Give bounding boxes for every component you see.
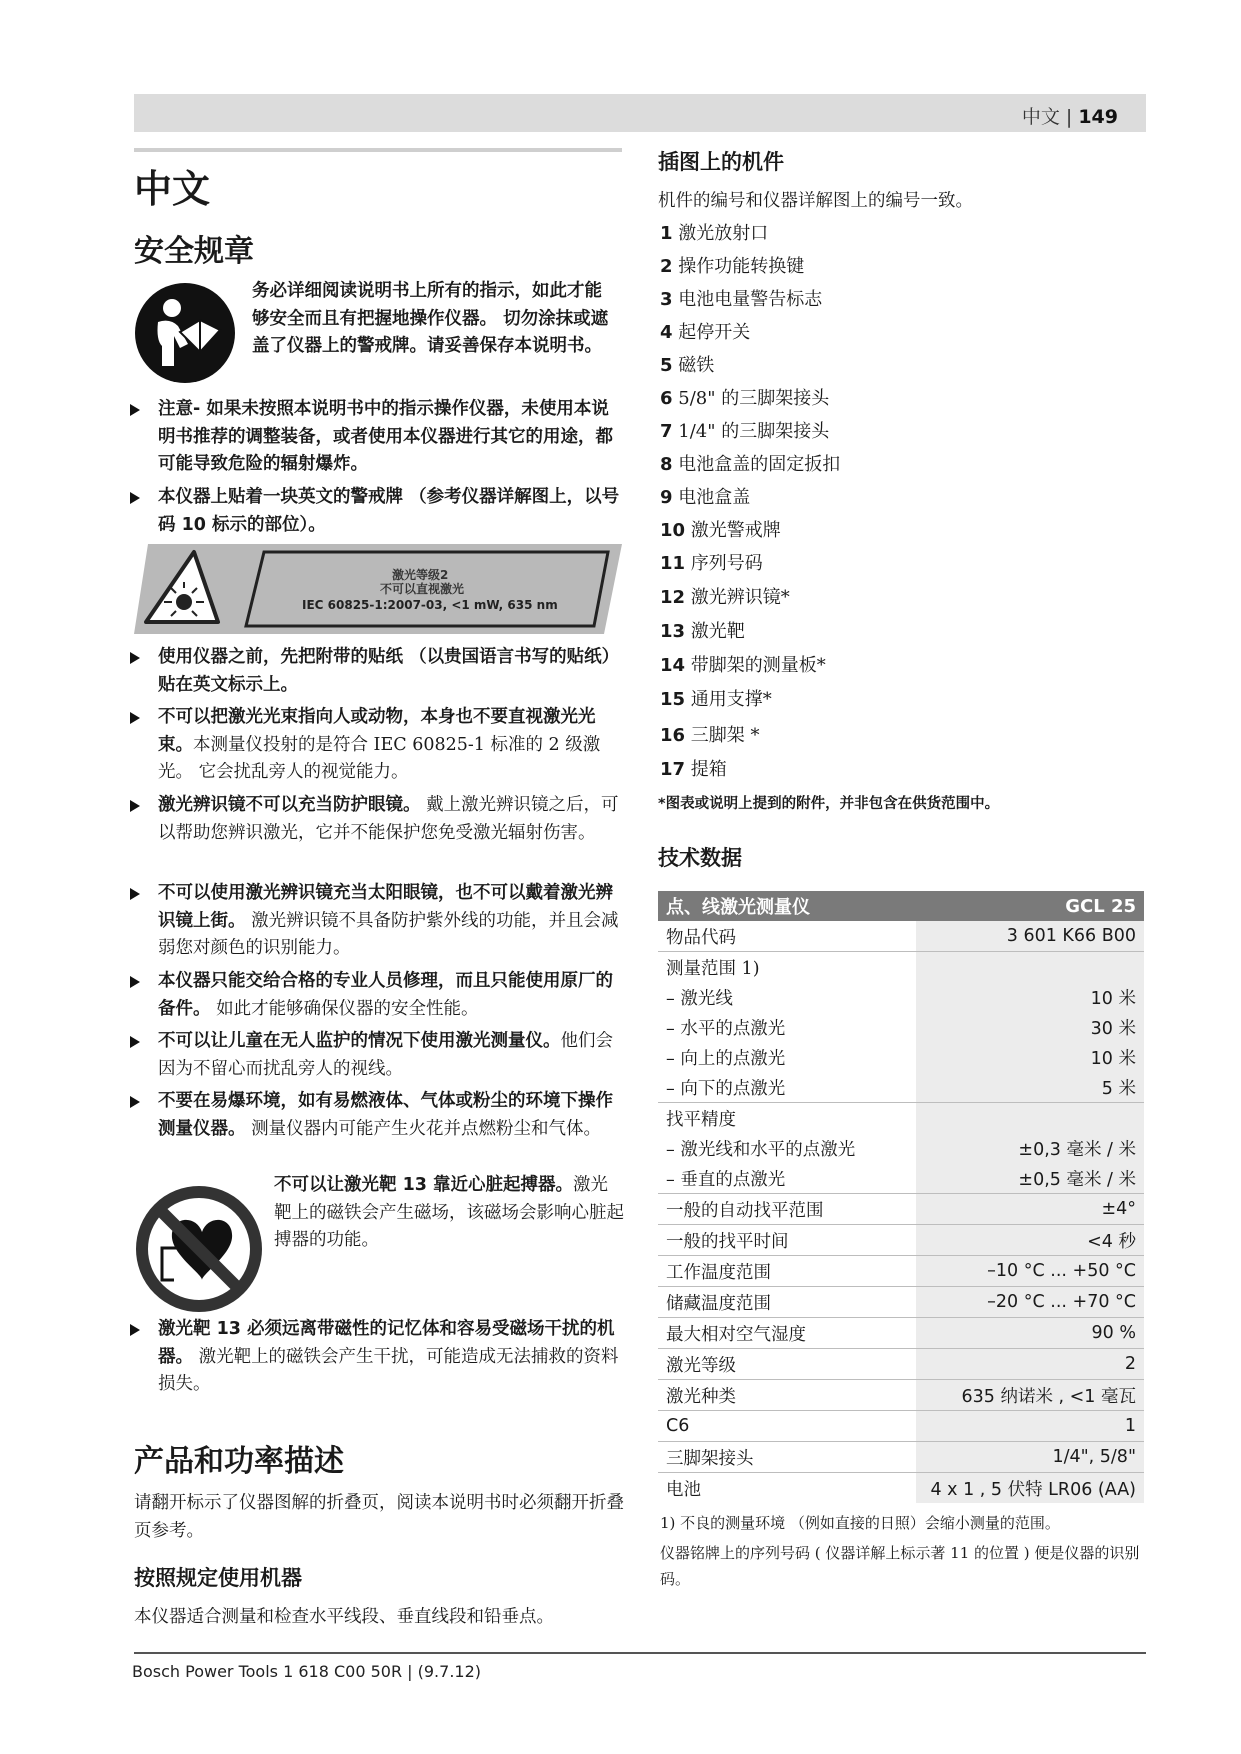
row-value: ±0,5 毫米 / 米 bbox=[916, 1163, 1144, 1193]
part-num: 17 bbox=[660, 759, 686, 780]
row-value: 4 x 1 , 5 伏特 LR06 (AA) bbox=[916, 1473, 1144, 1503]
row-label: 激光种类 bbox=[658, 1380, 916, 1410]
label-text-2: 不可以直视激光 bbox=[380, 582, 465, 596]
bullet-4 bbox=[158, 704, 620, 787]
table-row bbox=[658, 1442, 1144, 1473]
part-item bbox=[660, 584, 790, 612]
part-item bbox=[660, 686, 772, 714]
part-num: 13 bbox=[660, 621, 686, 642]
row-label: – 激光线和水平的点激光 bbox=[658, 1133, 916, 1163]
bullet-marker bbox=[130, 1036, 140, 1048]
footnote-2: 仪器铭牌上的序列号码 ( 仪器详解上标示著 11 的位置 ) 便是仪器的识别码。 bbox=[660, 1544, 1140, 1588]
bullet-2 bbox=[158, 484, 620, 539]
part-num: 5 bbox=[660, 355, 673, 376]
pacemaker-text: 激光靶上的磁铁会产生磁场，该磁场会影响心脏起搏器的功能。 bbox=[274, 1175, 624, 1250]
part-item bbox=[660, 550, 763, 578]
row-label: – 水平的点激光 bbox=[658, 1012, 916, 1042]
table-row bbox=[658, 952, 1144, 982]
row-value: ±0,3 毫米 / 米 bbox=[916, 1133, 1144, 1163]
label-text-1: 激光等级2 bbox=[392, 568, 449, 582]
read-manual-icon bbox=[134, 282, 236, 388]
bullet-marker bbox=[130, 976, 140, 988]
part-num: 6 bbox=[660, 388, 673, 409]
table-row bbox=[658, 1133, 1144, 1163]
part-text: 1/4" 的三脚架接头 bbox=[678, 421, 830, 442]
row-label: 一般的自动找平范围 bbox=[658, 1194, 916, 1224]
part-num: 11 bbox=[660, 553, 686, 574]
no-pacemaker-icon bbox=[134, 1184, 264, 1318]
part-item bbox=[660, 220, 768, 248]
bullet-9 bbox=[158, 1088, 630, 1143]
row-value: 30 米 bbox=[916, 1012, 1144, 1042]
row-label: – 垂直的点激光 bbox=[658, 1163, 916, 1193]
part-num: 4 bbox=[660, 322, 673, 343]
part-num: 3 bbox=[660, 289, 673, 310]
table-row bbox=[658, 1318, 1144, 1349]
bullet-7-text: 如此才能够确保仪器的安全性能。 bbox=[210, 998, 479, 1019]
part-item bbox=[660, 517, 781, 545]
page-number: 149 bbox=[1078, 106, 1118, 128]
row-label: – 激光线 bbox=[658, 982, 916, 1012]
row-label: 找平精度 bbox=[658, 1103, 916, 1133]
row-value: 1/4", 5/8" bbox=[916, 1442, 1144, 1472]
part-num: 7 bbox=[660, 421, 673, 442]
part-num: 15 bbox=[660, 689, 686, 710]
part-text: 5/8" 的三脚架接头 bbox=[678, 388, 830, 409]
bullet-6-text: 激光辨识镜不具备防护紫外线的功能，并且会减弱您对颜色的识别能力。 bbox=[158, 910, 619, 958]
part-text: 电池盒盖 bbox=[678, 487, 751, 508]
row-value bbox=[916, 1103, 1144, 1133]
part-text: 通用支撑* bbox=[690, 689, 772, 710]
bullet-marker bbox=[130, 652, 140, 664]
part-num: 12 bbox=[660, 587, 686, 608]
intro-warning: 务必详细阅读说明书上所有的指示，如此才能够安全而且有把握地操作仪器。 切勿涂抹或遮盖了仪器上的警戒牌。请妥善保存本说明书。 bbox=[252, 281, 609, 356]
part-item bbox=[660, 319, 750, 347]
bullet-8-text: 他们会因为不留心而扰乱旁人的视线。 bbox=[158, 1031, 613, 1079]
product-text: 请翻开标示了仪器图解的折叠页，阅读本说明书时必须翻开折叠页参考。 bbox=[134, 1493, 624, 1541]
bullet-10 bbox=[158, 1316, 630, 1399]
row-value: 5 米 bbox=[916, 1072, 1144, 1102]
part-text: 三脚架 * bbox=[690, 725, 760, 746]
part-text: 起停开关 bbox=[678, 322, 751, 343]
row-label: 工作温度范围 bbox=[658, 1256, 916, 1286]
bullet-marker bbox=[130, 404, 140, 416]
pacemaker-warning bbox=[274, 1172, 624, 1255]
table-row bbox=[658, 1349, 1144, 1380]
bullet-6-bold: 不可以使用激光辨识镜充当太阳眼镜，也不可以戴着激光辨识镜上街。 bbox=[158, 883, 613, 931]
row-label: 测量范围 1) bbox=[658, 952, 916, 982]
tech-header-model: GCL 25 bbox=[1065, 895, 1136, 917]
bullet-5-text: 戴上激光辨识镜之后，可以帮助您辨识激光，它并不能保护您免受激光辐射伤害。 bbox=[158, 795, 619, 843]
row-value: ±4° bbox=[916, 1194, 1144, 1224]
row-label: 激光等级 bbox=[658, 1349, 916, 1379]
table-row bbox=[658, 1042, 1144, 1072]
parts-title: 插图上的机件 bbox=[658, 150, 784, 174]
row-value: 10 米 bbox=[916, 982, 1144, 1012]
row-value: –10 °C ... +50 °C bbox=[916, 1256, 1144, 1286]
bullet-3 bbox=[158, 644, 620, 699]
row-value: 635 纳诺米 , <1 毫瓦 bbox=[916, 1380, 1144, 1410]
bullet-4-bold: 不可以把激光光束指向人或动物，本身也不要直视激光光束。 bbox=[158, 707, 596, 755]
part-num: 1 bbox=[660, 223, 673, 244]
part-text: 激光靶 bbox=[690, 621, 745, 642]
table-row bbox=[658, 1225, 1144, 1256]
row-value: 2 bbox=[916, 1349, 1144, 1379]
bullet-5 bbox=[158, 792, 634, 847]
row-label: 电池 bbox=[658, 1473, 916, 1503]
page-header bbox=[134, 94, 1146, 132]
row-value: 10 米 bbox=[916, 1042, 1144, 1072]
part-item bbox=[660, 618, 745, 646]
part-num: 14 bbox=[660, 655, 686, 676]
row-label: 最大相对空气湿度 bbox=[658, 1318, 916, 1348]
table-row bbox=[658, 1163, 1144, 1194]
bullet-marker bbox=[130, 1096, 140, 1108]
part-text: 操作功能转换键 bbox=[678, 256, 805, 277]
row-label: – 向上的点激光 bbox=[658, 1042, 916, 1072]
table-row bbox=[658, 1012, 1144, 1042]
bullet-marker bbox=[130, 712, 140, 724]
bullet-marker bbox=[130, 888, 140, 900]
table-row bbox=[658, 1256, 1144, 1287]
part-item bbox=[660, 652, 826, 680]
tech-table bbox=[658, 891, 1144, 1503]
part-text: 电池盒盖的固定扳扣 bbox=[678, 454, 841, 475]
bullet-10-bold: 激光靶 13 必须远离带磁性的记忆体和容易受磁场干扰的机器。 bbox=[158, 1319, 615, 1367]
parts-intro: 机件的编号和仪器详解图上的编号一致。 bbox=[658, 191, 973, 211]
part-num: 10 bbox=[660, 520, 686, 541]
row-value: –20 °C ... +70 °C bbox=[916, 1287, 1144, 1317]
intended-use-text: 本仪器适合测量和检查水平线段、垂直线段和铅垂点。 bbox=[134, 1607, 554, 1627]
part-num: 8 bbox=[660, 454, 673, 475]
bullet-8-bold: 不可以让儿童在无人监护的情况下使用激光测量仪。 bbox=[158, 1031, 561, 1051]
bullet-7-bold: 本仪器只能交给合格的专业人员修理，而且只能使用原厂的备件。 bbox=[158, 971, 613, 1019]
bullet-1-bold: 注意- 如果未按照本说明书中的指示操作仪器，未使用本说明书推荐的调整装备，或者使用本仪器进行其它的用途，都可能导致危险的辐射爆炸。 bbox=[158, 399, 613, 474]
part-text: 激光辨识镜* bbox=[690, 587, 790, 608]
intended-use-title: 按照规定使用机器 bbox=[134, 1566, 302, 1590]
part-item bbox=[660, 484, 750, 512]
bullet-4-text: 本测量仪投射的是符合 IEC 60825-1 标准的 2 级激光。 它会扰乱旁人的视觉能力。 bbox=[158, 734, 601, 782]
part-item bbox=[660, 352, 714, 380]
row-label: 物品代码 bbox=[658, 921, 916, 951]
part-num: 16 bbox=[660, 725, 686, 746]
running-head: 中文 | 149 bbox=[1021, 106, 1118, 128]
product-title: 产品和功率描述 bbox=[134, 1444, 344, 1479]
bullet-marker bbox=[130, 800, 140, 812]
label-text-3: IEC 60825-1:2007-03, <1 mW, 635 nm bbox=[302, 598, 558, 612]
part-item bbox=[660, 253, 804, 281]
part-num: 2 bbox=[660, 256, 673, 277]
part-item bbox=[660, 286, 822, 314]
laser-warning-label bbox=[134, 544, 622, 638]
safety-title: 安全规章 bbox=[134, 234, 254, 269]
part-item bbox=[660, 418, 829, 446]
bullet-marker bbox=[130, 492, 140, 504]
part-text: 磁铁 bbox=[678, 355, 715, 376]
bullet-9-bold: 不要在易爆环境，如有易燃液体、气体或粉尘的环境下操作测量仪器。 bbox=[158, 1091, 613, 1139]
table-row bbox=[658, 1072, 1144, 1103]
part-text: 激光放射口 bbox=[678, 223, 769, 244]
row-label: C6 bbox=[658, 1411, 916, 1441]
part-text: 激光警戒牌 bbox=[690, 520, 781, 541]
row-value: 1 bbox=[916, 1411, 1144, 1441]
part-item bbox=[660, 385, 829, 413]
footnote-1: 1) 不良的测量环境 （例如直接的日照）会缩小测量的范围。 bbox=[660, 1514, 1060, 1532]
bullet-8 bbox=[158, 1028, 630, 1083]
table-row bbox=[658, 1194, 1144, 1225]
pacemaker-bold: 不可以让激光靶 13 靠近心脏起搏器。 bbox=[274, 1175, 574, 1195]
part-text: 提箱 bbox=[690, 759, 727, 780]
parts-note: *图表或说明上提到的附件，并非包含在供货范围中。 bbox=[658, 796, 1000, 812]
left-column-rule bbox=[134, 148, 622, 152]
bullet-10-text: 激光靶上的磁铁会产生干扰，可能造成无法捕救的资料损失。 bbox=[158, 1346, 619, 1394]
bullet-3-bold: 使用仪器之前，先把附带的贴纸 （以贵国语言书写的贴纸）贴在英文标示上。 bbox=[158, 647, 620, 695]
row-label: 一般的找平时间 bbox=[658, 1225, 916, 1255]
part-item bbox=[660, 756, 727, 784]
row-label: 三脚架接头 bbox=[658, 1442, 916, 1472]
bullet-marker bbox=[130, 1324, 140, 1336]
running-head-section: 中文 bbox=[1021, 106, 1060, 128]
part-item bbox=[660, 722, 760, 750]
row-value: 90 % bbox=[916, 1318, 1144, 1348]
footer-rule bbox=[134, 1652, 1146, 1654]
bullet-2-bold: 本仪器上贴着一块英文的警戒牌 （参考仪器详解图上，以号码 10 标示的部位）。 bbox=[158, 487, 620, 535]
table-row bbox=[658, 921, 1144, 952]
table-row bbox=[658, 1287, 1144, 1318]
part-text: 电池电量警告标志 bbox=[678, 289, 823, 310]
table-row bbox=[658, 1103, 1144, 1133]
part-text: 带脚架的测量板* bbox=[690, 655, 826, 676]
bullet-1 bbox=[158, 396, 620, 479]
row-label: – 向下的点激光 bbox=[658, 1072, 916, 1102]
footer: Bosch Power Tools 1 618 C00 50R | (9.7.12) bbox=[132, 1662, 482, 1681]
part-text: 序列号码 bbox=[690, 553, 763, 574]
row-value: <4 秒 bbox=[916, 1225, 1144, 1255]
row-label: 储藏温度范围 bbox=[658, 1287, 916, 1317]
bullet-5-bold: 激光辨识镜不可以充当防护眼镜。 bbox=[158, 795, 421, 815]
tech-title: 技术数据 bbox=[658, 846, 742, 870]
row-value bbox=[916, 952, 1144, 982]
tech-table-header bbox=[658, 891, 1144, 921]
tech-header-label: 点、线激光测量仪 bbox=[666, 897, 810, 918]
language-title: 中文 bbox=[134, 167, 211, 211]
table-row bbox=[658, 1411, 1144, 1442]
bullet-9-text: 测量仪器内可能产生火花并点燃粉尘和气体。 bbox=[245, 1118, 602, 1139]
part-item bbox=[660, 451, 840, 479]
bullet-7 bbox=[158, 968, 630, 1023]
table-row bbox=[658, 982, 1144, 1012]
row-value: 3 601 K66 B00 bbox=[916, 921, 1144, 951]
table-row bbox=[658, 1473, 1144, 1503]
part-num: 9 bbox=[660, 487, 673, 508]
bullet-6 bbox=[158, 880, 630, 963]
table-row bbox=[658, 1380, 1144, 1411]
